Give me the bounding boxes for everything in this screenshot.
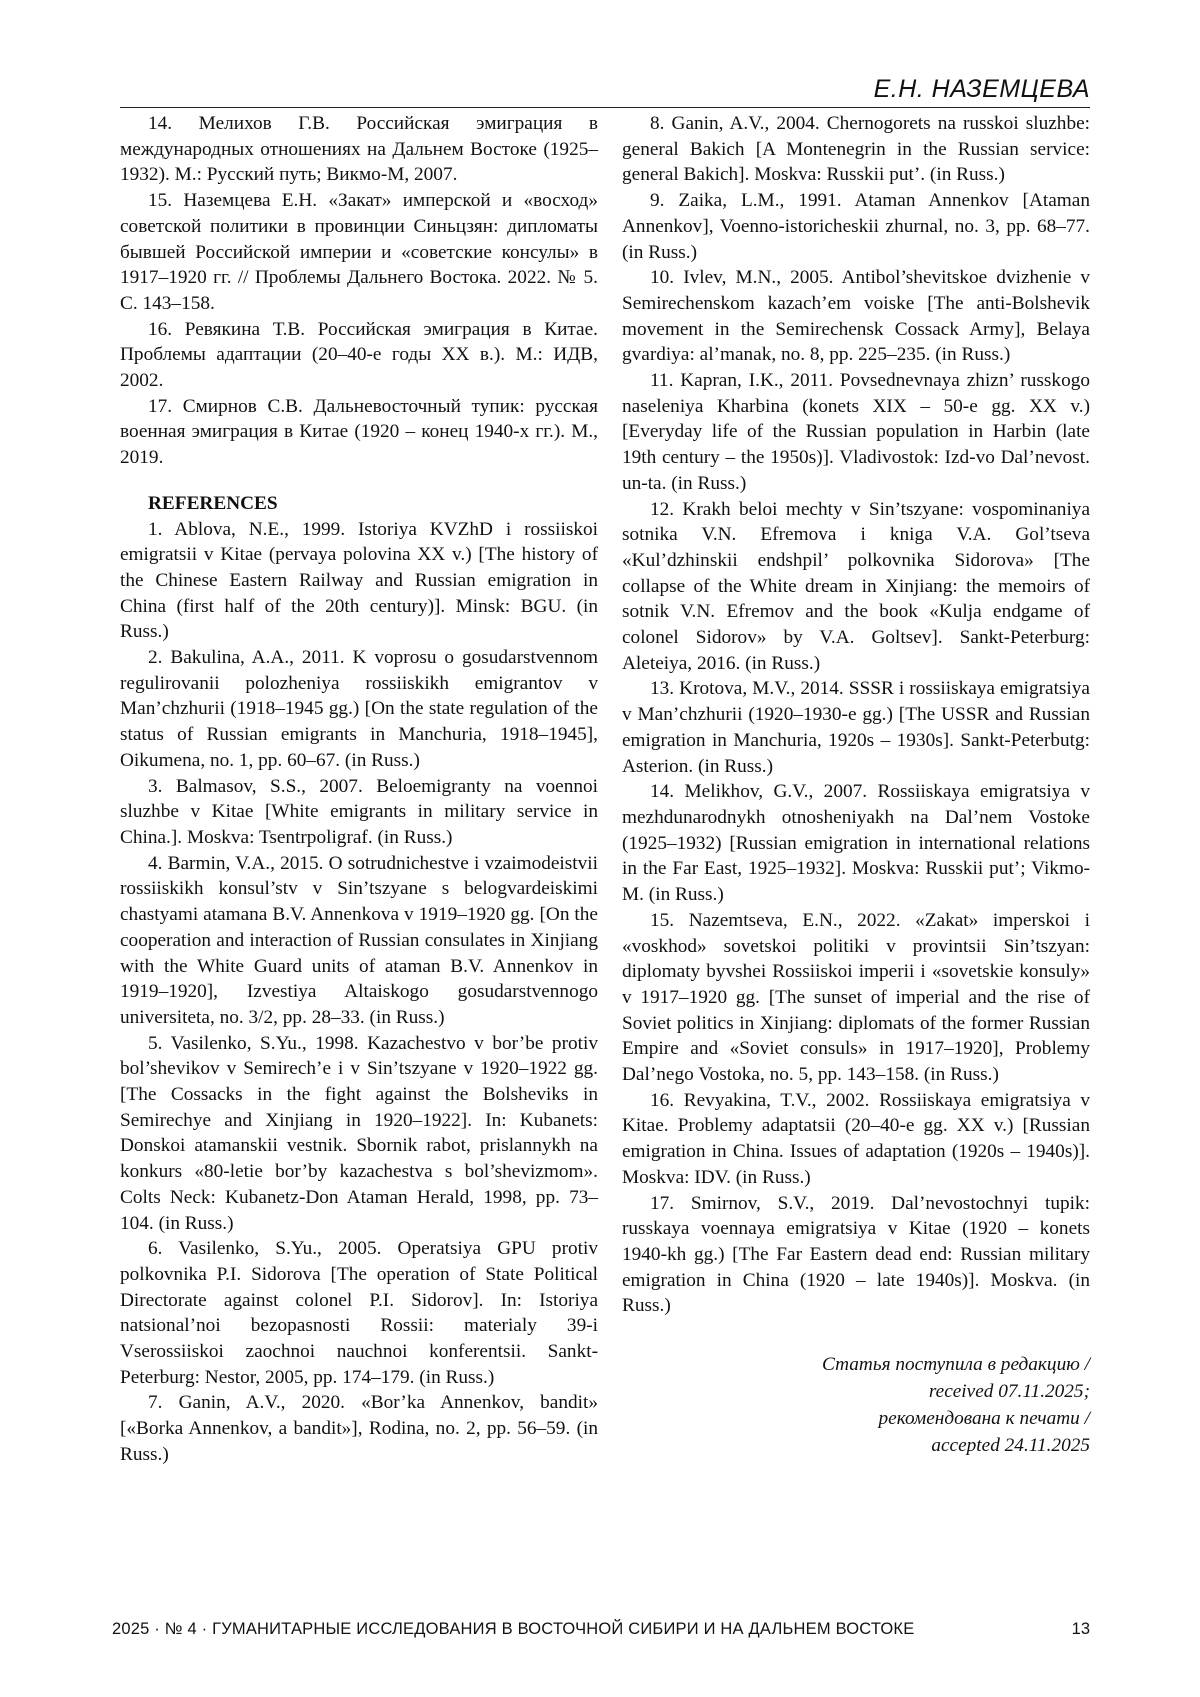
references-heading: REFERENCES: [148, 492, 278, 514]
header-author: Е.Н. НАЗЕМЦЕВА: [873, 75, 1090, 103]
receipt-received-label: Статья поступила в редакцию /: [821, 1354, 1090, 1376]
right-column: [622, 111, 1090, 1459]
ru-reference-item: 15. Наземцева Е.Н. «Закат» имперской и «восход» советской политики в провинции Синьцзян: дипломаты бывшей Российской империи и «советские консулы» в 1917–1920 гг. // Проблемы Дальнего Востока. 2022. № 5. С. 143–158.: [120, 190, 598, 314]
ru-reference-item: 17. Смирнов С.В. Дальневосточный тупик: русская военная эмиграция в Китае (1920 – конец 1940-х гг.). М., 2019.: [120, 395, 598, 469]
en-reference-item: 14. Melikhov, G.V., 2007. Rossiiskaya emigratsiya v mezhdunarodnykh otnosheniyakh na Dal’nem Vostoke (1925–1932) [Russian emigration in international relations in the Far East, 1925–1932]. Moskva: Russkii put’; Vikmo-M. (in Russ.): [622, 781, 1090, 906]
page-number: 13: [1071, 1620, 1090, 1638]
en-reference-item: 11. Kapran, I.K., 2011. Povsednevnaya zhizn’ russkogo naseleniya Kharbina (konets XIX – 50-e gg. XX v.) [Everyday life of the Russian population in Harbin (late 19th century – the 1950s)]. Vladivostok: Izd-vo Dal’nevost. un-ta. (in Russ.): [622, 370, 1090, 494]
en-reference-item: 6. Vasilenko, S.Yu., 2005. Operatsiya GPU protiv polkovnika P.I. Sidorova [The operation of State Political Directorate against colonel P.I. Sidorov]. In: Istoriya natsional’noi bezopasnosti Rossii: materialy 39-i Vserossiiskoi zaochnoi nauchnoi konferentsii. Sankt-Peterburg: Nestor, 2005, pp. 174–179. (in Russ.): [120, 1238, 598, 1388]
en-reference-item: 8. Ganin, A.V., 2004. Chernogorets na russkoi sluzhbe: general Bakich [A Montenegrin in the Russian service: general Bakich]. Moskva: Russkii put’. (in Russ.): [622, 113, 1090, 186]
en-reference-item: 7. Ganin, A.V., 2020. «Bor’ka Annenkov, bandit» [«Borka Annenkov, a bandit»], Rodina, no. 2, pp. 56–59. (in Russ.): [120, 1392, 598, 1465]
en-reference-item: 17. Smirnov, S.V., 2019. Dal’nevostochnyi tupik: russkaya voennaya emigratsiya v Kitae (1920 – konets 1940-kh gg.) [The Far Eastern dead end: Russian military emigration in China (1920 – late 1940s)]. Moskva. (in Russ.): [622, 1192, 1090, 1317]
receipt-accepted-date: accepted 24.11.2025: [931, 1435, 1090, 1457]
en-reference-item: 10. Ivlev, M.N., 2005. Antibol’shevitskoe dvizhenie v Semirechenskom kazach’em voiske [The anti-Bolshevik movement in the Semirechensk Cossack Army], Belaya gvardiya: al’manak, no. 8, pp. 225–235. (in Russ.): [622, 267, 1090, 366]
receipt-accepted-label: рекомендована к печати /: [878, 1408, 1090, 1430]
receipt-note: [622, 1351, 1090, 1459]
ru-reference-item: 16. Ревякина Т.В. Российская эмиграция в Китае. Проблемы адаптации (20–40-е годы XX в.). М.: ИДВ, 2002.: [120, 318, 598, 392]
en-reference-item: 9. Zaika, L.M., 1991. Ataman Annenkov [Ataman Annenkov], Voenno-istoricheskii zhurnal, no. 3, pp. 68–77. (in Russ.): [622, 190, 1090, 263]
en-reference-item: 1. Ablova, N.E., 1999. Istoriya KVZhD i rossiiskoi emigratsii v Kitae (pervaya polovina XX v.) [The history of the Chinese Eastern Railway and Russian emigration in China (first half of the 20th century)]. Minsk: BGU. (in Russ.): [120, 518, 598, 643]
en-reference-item: 12. Krakh beloi mechty v Sin’tszyane: vospominaniya sotnika V.N. Efremova i kniga V.A. Gol’tseva «Kul’dzhinskii endshpil’ polkovnika Sidorova» [The collapse of the White dream in Xinjiang: the memoirs of sotnik V.N. Efremov and the book «Kulja endgame of colonel Sidorov» by V.A. Goltsev]. Sankt-Peterburg: Aleteiya, 2016. (in Russ.): [622, 498, 1090, 674]
en-reference-item: 2. Bakulina, A.A., 2011. K voprosu o gosudarstvennom regulirovanii polozheniya rossiiskikh emigrantov v Man’chzhurii (1918–1945 gg.) [On the state regulation of the status of Russian emigrants in Manchuria, 1918–1945], Oikumena, no. 1, pp. 60–67. (in Russ.): [120, 647, 598, 771]
left-column: [120, 111, 598, 1468]
en-reference-item: 5. Vasilenko, S.Yu., 1998. Kazachestvo v bor’be protiv bol’shevikov v Semirech’e i v Sin’tszyane v 1920–1922 gg. [The Cossacks in the fight against the Bolsheviks in Semirechye and Xinjiang in 1920–1922]. In: Kubanets: Donskoi atamanskii vestnik. Sbornik rabot, prislannykh na konkurs «80-letie bor’by kazachestva s bol’shevizmom». Colts Neck: Kubanetz-Don Ataman Herald, 1998, pp. 73–104. (in Russ.): [120, 1032, 598, 1234]
en-reference-item: 3. Balmasov, S.S., 2007. Beloemigranty na voennoi sluzhbe v Kitae [White emigrants in military service in China.]. Moskva: Tsentrpoligraf. (in Russ.): [120, 775, 598, 848]
receipt-received-date: received 07.11.2025;: [928, 1381, 1090, 1403]
running-header: [120, 73, 1090, 108]
footer-journal-title: 2025 · № 4 · ГУМАНИТАРНЫЕ ИССЛЕДОВАНИЯ В ВОСТОЧНОЙ СИБИРИ И НА ДАЛЬНЕМ ВОСТОКЕ: [112, 1620, 915, 1638]
ru-reference-item: 14. Мелихов Г.В. Российская эмиграция в международных отношениях на Дальнем Востоке (1925–1932). М.: Русский путь; Викмо-М, 2007.: [120, 113, 598, 186]
en-reference-item: 15. Nazemtseva, E.N., 2022. «Zakat» imperskoi i «voskhod» sovetskoi politiki v provintsii Sin’tszyan: diplomaty byvshei Rossiiskoi imperii i «sovetskie konsuly» v 1917–1920 gg. [The sunset of imperial and the rise of Soviet politics in Xinjiang: diplomats of the former Russian Empire and «Soviet consuls» in 1917–1920], Problemy Dal’nego Vostoka, no. 5, pp. 143–158. (in Russ.): [622, 909, 1090, 1086]
en-reference-item: 13. Krotova, M.V., 2014. SSSR i rossiiskaya emigratsiya v Man’chzhurii (1920–1930-e gg.) [The USSR and Russian emigration in Manchuria, 1920s – 1930s]. Sankt-Peterbutg: Asterion. (in Russ.): [622, 678, 1090, 777]
en-reference-item: 16. Revyakina, T.V., 2002. Rossiiskaya emigratsiya v Kitae. Problemy adaptatsii (20–40-e gg. XX v.) [Russian emigration in China. Issues of adaptation (1920s – 1940s)]. Moskva: IDV. (in Russ.): [622, 1089, 1090, 1188]
en-reference-item: 4. Barmin, V.A., 2015. O sotrudnichestve i vzaimodeistvii rossiiskikh konsul’stv v Sin’tszyane s belogvardeiskimi chastyami atamana B.V. Annenkova v 1919–1920 gg. [On the cooperation and interaction of Russian consulates in Xinjiang with the White Guard units of ataman B.V. Annenkov in 1919–1920], Izvestiya Altaiskogo gosudarstvennogo universiteta, no. 3/2, pp. 28–33. (in Russ.): [120, 852, 598, 1028]
